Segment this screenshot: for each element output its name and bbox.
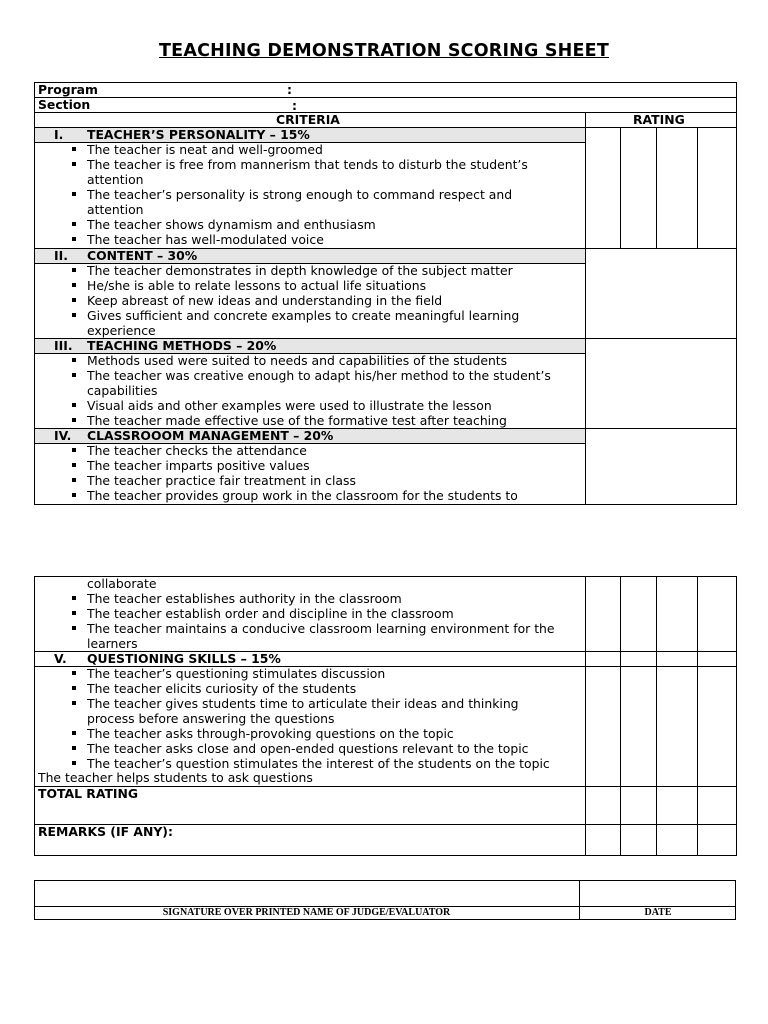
criterion-text: experience xyxy=(87,323,156,338)
section-numeral: II. xyxy=(54,248,68,263)
bullet-icon xyxy=(72,237,76,241)
bullet-icon xyxy=(72,701,76,705)
rating-header: RATING xyxy=(633,112,685,127)
criterion-text: He/she is able to relate lessons to actual life situations xyxy=(87,278,427,293)
bullet-icon xyxy=(72,162,76,166)
remarks-label: REMARKS (IF ANY): xyxy=(38,824,173,839)
bullet-icon xyxy=(72,403,76,407)
criterion-text: The teacher gives students time to articulate their ideas and thinking xyxy=(87,696,519,711)
bullet-icon xyxy=(72,358,76,362)
section-label: Section xyxy=(38,97,91,112)
bullet-icon xyxy=(72,373,76,377)
criterion-text: The teacher demonstrates in depth knowledge of the subject matter xyxy=(87,263,513,278)
criterion-text: process before answering the questions xyxy=(87,711,335,726)
section-numeral: V. xyxy=(54,651,67,666)
criterion-text: The teacher provides group work in the classroom for the students to xyxy=(87,488,518,503)
criterion-text: Gives sufficient and concrete examples to create meaningful learning xyxy=(87,308,520,323)
criterion-text: The teacher shows dynamism and enthusiasm xyxy=(87,217,376,232)
bullet-icon xyxy=(72,731,76,735)
bullet-icon xyxy=(72,268,76,272)
criterion-text: The teacher’s question stimulates the interest of the students on the topic xyxy=(87,756,550,771)
section-title: TEACHER’S PERSONALITY – 15% xyxy=(87,127,310,142)
criterion-text: The teacher asks through-provoking questions on the topic xyxy=(87,726,454,741)
date-label: DATE xyxy=(644,907,672,918)
bullet-icon xyxy=(72,147,76,151)
section-title: CONTENT – 30% xyxy=(87,248,198,263)
criterion-text: learners xyxy=(87,636,138,651)
criterion-text: The teacher maintains a conducive classroom learning environment for the xyxy=(87,621,555,636)
section-title: QUESTIONING SKILLS – 15% xyxy=(87,651,281,666)
signature-label: SIGNATURE OVER PRINTED NAME OF JUDGE/EVALUATOR xyxy=(162,907,451,918)
bullet-icon xyxy=(72,626,76,630)
criterion-text: attention xyxy=(87,202,144,217)
bullet-icon xyxy=(72,596,76,600)
criterion-text: The teacher establishes authority in the classroom xyxy=(87,591,402,606)
criterion-text: Methods used were suited to needs and capabilities of the students xyxy=(87,353,508,368)
bullet-icon xyxy=(72,192,76,196)
total-rating-label: TOTAL RATING xyxy=(38,786,139,801)
bullet-icon xyxy=(72,611,76,615)
continued-text: collaborate xyxy=(87,576,157,591)
section-numeral: I. xyxy=(54,127,64,142)
criterion-text: The teacher’s personality is strong enough to command respect and xyxy=(87,187,513,202)
program-colon: : xyxy=(287,82,292,97)
criterion-text: The teacher has well-modulated voice xyxy=(87,232,324,247)
bullet-icon xyxy=(72,746,76,750)
criterion-text: The teacher asks close and open-ended questions relevant to the topic xyxy=(87,741,529,756)
section-numeral: IV. xyxy=(54,428,72,443)
program-label: Program xyxy=(38,82,98,97)
criterion-text: attention xyxy=(87,172,144,187)
page-title: TEACHING DEMONSTRATION SCORING SHEET xyxy=(159,41,609,61)
bullet-icon xyxy=(72,686,76,690)
bullet-icon xyxy=(72,313,76,317)
criterion-text: The teacher imparts positive values xyxy=(87,458,310,473)
bullet-icon xyxy=(72,283,76,287)
bullet-icon xyxy=(72,418,76,422)
criteria-header: CRITERIA xyxy=(276,112,340,127)
criterion-text: The teacher is free from mannerism that tends to disturb the student’s xyxy=(87,157,528,172)
criterion-text: The teacher made effective use of the formative test after teaching xyxy=(87,413,507,428)
extra-criterion: The teacher helps students to ask questions xyxy=(38,770,313,785)
bullet-icon xyxy=(72,448,76,452)
criterion-text: The teacher is neat and well-groomed xyxy=(87,142,323,157)
section-title: CLASSROOOM MANAGEMENT – 20% xyxy=(87,428,334,443)
criterion-text: capabilities xyxy=(87,383,158,398)
criterion-text: Keep abreast of new ideas and understanding in the field xyxy=(87,293,443,308)
criterion-text: The teacher was creative enough to adapt his/her method to the student’s xyxy=(87,368,551,383)
criterion-text: The teacher checks the attendance xyxy=(87,443,307,458)
section-title: TEACHING METHODS – 20% xyxy=(87,338,277,353)
bullet-icon xyxy=(72,298,76,302)
bullet-icon xyxy=(72,463,76,467)
bullet-icon xyxy=(72,478,76,482)
criterion-text: The teacher establish order and discipline in the classroom xyxy=(87,606,454,621)
criterion-text: The teacher elicits curiosity of the students xyxy=(87,681,357,696)
bullet-icon xyxy=(72,761,76,765)
criterion-text: The teacher’s questioning stimulates discussion xyxy=(87,666,386,681)
criterion-text: Visual aids and other examples were used to illustrate the lesson xyxy=(87,398,492,413)
section-numeral: III. xyxy=(54,338,73,353)
bullet-icon xyxy=(72,671,76,675)
section-colon: : xyxy=(292,98,297,113)
criterion-text: The teacher practice fair treatment in class xyxy=(87,473,356,488)
bullet-icon xyxy=(72,222,76,226)
bullet-icon xyxy=(72,493,76,497)
